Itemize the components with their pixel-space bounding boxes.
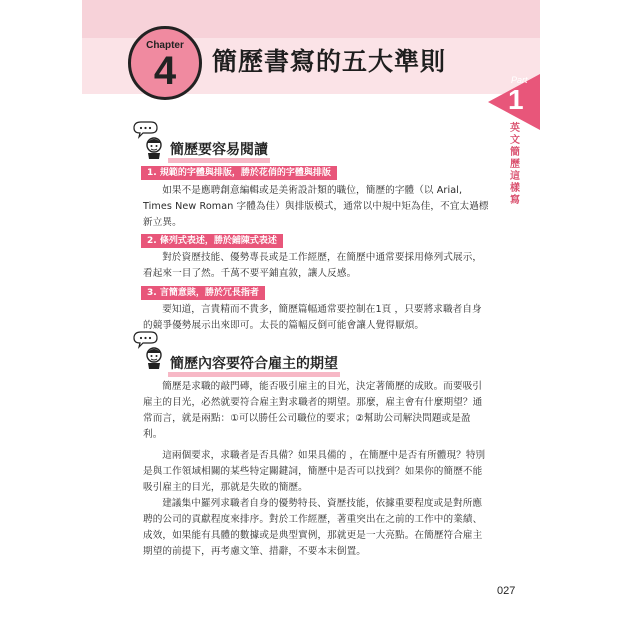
part-side-label: 英文簡歷這樣寫 (510, 123, 520, 206)
chapter-number: 4 (153, 49, 177, 93)
paragraph: 要知道，言貴精而不貴多，簡歷篇幅通常要控制在1頁 ，只要將求職者自身的競爭優勢展示出來即可。太長的篇幅反倒可能會讓人覺得厭煩。 (143, 304, 482, 331)
speaking-person-icon (132, 120, 166, 160)
subsection-label: 1. 規範的字體與排版，勝於花俏的字體與排版 (141, 166, 337, 180)
page-number: 027 (497, 585, 516, 597)
speaking-person-icon (132, 330, 166, 370)
paragraph: 對於資歷技能、優勢專長或是工作經歷，在簡歷中通常要採用條列式展示，看起來一目了然。千萬不要平鋪直敘，讓人反感。 (143, 252, 483, 279)
chapter-label: Chapter (146, 40, 184, 51)
section-title: 簡歷要容易閱讀 (168, 142, 270, 163)
section-title: 簡歷內容要符合雇主的期望 (168, 356, 340, 377)
part-label: Part (511, 75, 528, 85)
paragraph: 如果不是應聘創意編輯或是美術設計類的職位，簡歷的字體（以 Arial, Times New Roman 字體為佳）與排版模式，通常以中規中矩為佳，不宜太過標新立異。 (143, 185, 489, 228)
chapter-title: 簡歷書寫的五大準則 (212, 47, 447, 76)
paragraph: 這兩個要求，求職者是否具備？如果具備的 ，在簡歷中是否有所體現？特別是與工作領域相關的某些特定關鍵詞，簡歷中是否可以找到？如果你的簡歷不能吸引雇主的目光，那就是失敗的簡歷。 (143, 450, 486, 493)
chapter-badge (128, 26, 202, 100)
subsection-label: 2. 條列式表述，勝於鋪陳式表述 (141, 234, 283, 248)
subsection-label: 3. 言簡意賅，勝於冗長指者 (141, 286, 265, 300)
paragraph: 簡歷是求職的敲門磚，能否吸引雇主的目光，決定著簡歷的成敗。而要吸引雇主的目光，必然就要符合雇主對求職者的期望。那麼，雇主會有什麼期望？通常而言，就是兩點：①可以勝任公司職位的要求；②幫助公司解決問題或是盈利。 (143, 381, 483, 440)
paragraph: 建議集中羅列求職者自身的優勢特長、資歷技能，依據重要程度或是對所應聘的公司的貢獻程度來排序。對於工作經歷，著重突出在之前的工作中的業績、成效，如果能有具體的數據或是典型實例，那就更是一大亮點。在簡歷符合雇主期望的前提下，再考慮文筆、措辭，不要本末倒置。 (143, 498, 483, 557)
part-number: 1 (508, 84, 524, 115)
